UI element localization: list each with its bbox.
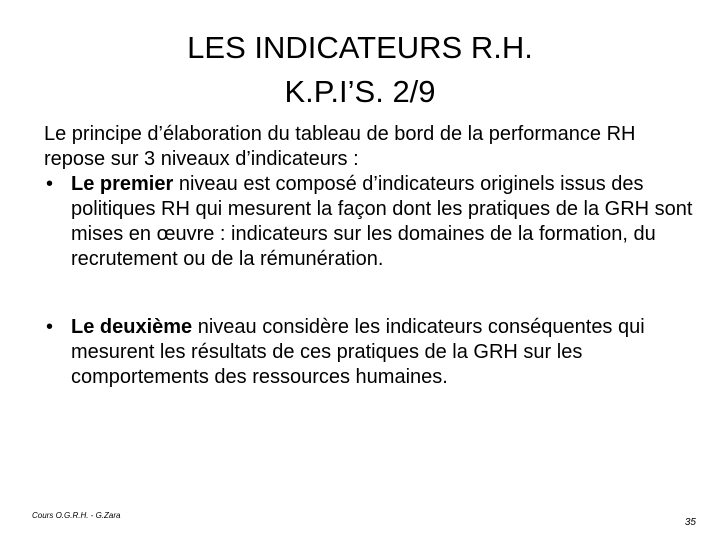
bullet-1-bold: Le premier [71, 173, 174, 195]
bullet-dot-icon: • [46, 316, 54, 338]
bullet-item-2 [44, 315, 694, 390]
slide-body [44, 122, 694, 390]
footer-credit: Cours O.G.R.H. - G.Zara [32, 511, 121, 520]
title-line-1: LES INDICATEURS R.H. [187, 30, 533, 65]
bullet-2-bold: Le deuxième [71, 316, 193, 338]
bullet-2-text: niveau considère les indicateurs conséquentes qui mesurent les résultats de ces pratiques de la GRH sur les comportements des ressources humaines. [71, 316, 645, 388]
bullet-dot-icon: • [46, 173, 54, 195]
intro-paragraph: Le principe d’élaboration du tableau de bord de la performance RH repose sur 3 niveaux d’indicateurs : [44, 123, 636, 170]
page-number: 35 [684, 517, 696, 528]
bullet-item-1 [44, 172, 694, 272]
title-line-2: K.P.I’S. 2/9 [284, 74, 436, 109]
bullet-list [44, 172, 694, 390]
slide-title [0, 26, 720, 114]
bullet-1-text: niveau est composé d’indicateurs originels issus des politiques RH qui mesurent la façon dont les pratiques de la GRH sont mises en œuvre : indicateurs sur les domaines de la formation, du recrutement ou de la rémunération. [71, 173, 693, 270]
